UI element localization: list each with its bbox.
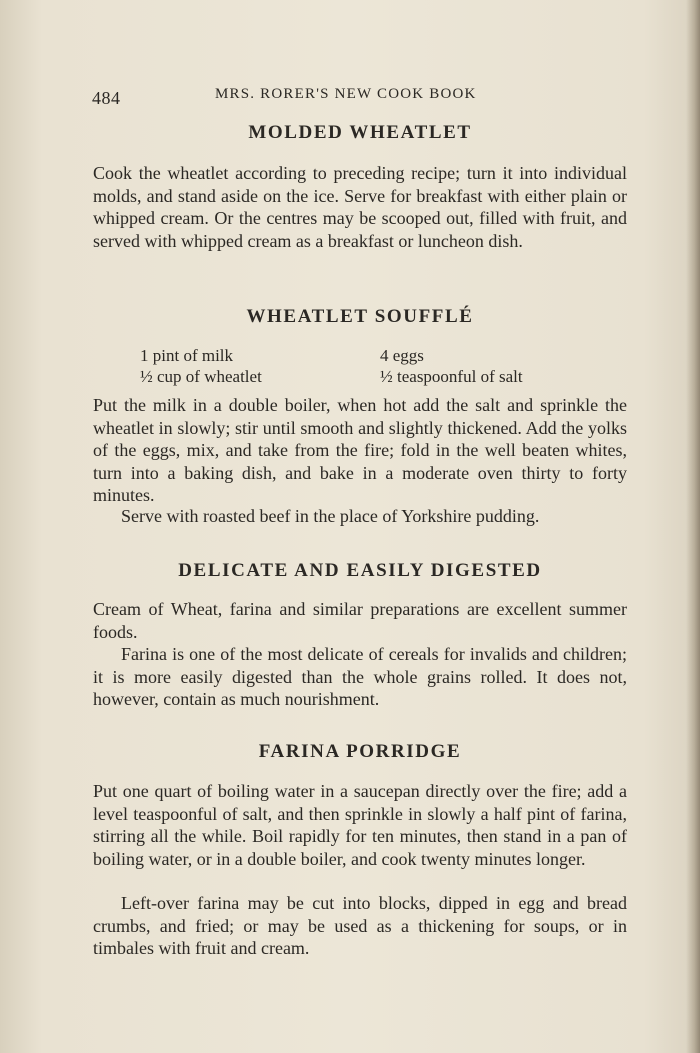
paragraph-cream-of-wheat: Cream of Wheat, farina and similar preparations are excellent summer foods. [93, 599, 627, 642]
ingredient-column-right [380, 345, 523, 387]
running-head: MRS. RORER'S NEW COOK BOOK [215, 86, 477, 102]
ingredient-item: 1 pint of milk [140, 346, 234, 365]
page-number: 484 [92, 88, 121, 108]
section-title-delicate-digested: DELICATE AND EASILY DIGESTED [178, 560, 542, 581]
paragraph-souffle-serve: Serve with roasted beef in the place of Yorkshire pudding. [121, 506, 540, 526]
paragraph-left-over-farina: Left-over farina may be cut into blocks, dipped in egg and bread crumbs, and fried; or may be used as a thickening for soups, or in timbales with fruit and cream. [93, 893, 627, 958]
paragraph-farina-delicate: Farina is one of the most delicate of cereals for invalids and children; it is more easily digested than the whole grains rolled. It does not, however, contain as much nourishment. [93, 644, 627, 709]
ingredient-column-left [140, 345, 262, 387]
section-title-farina-porridge: FARINA PORRIDGE [258, 741, 462, 762]
paragraph-molded-wheatlet: Cook the wheatlet according to preceding recipe; turn it into individual molds, and stand aside on the ice. Serve for breakfast with either plain or whipped cream. Or the centres may be scooped out, filled with fruit, and served with whipped cream as a breakfast or luncheon dish. [93, 163, 627, 251]
paragraph-farina-porridge: Put one quart of boiling water in a saucepan directly over the fire; add a level teaspoonful of salt, and then sprinkle in slowly a half pint of farina, stirring all the while. Boil rapidly for ten minutes, then stand in a pan of boiling water, or in a double boiler, and cook twenty minutes longer. [93, 781, 627, 869]
page-header [92, 86, 502, 110]
section-title-molded-wheatlet: MOLDED WHEATLET [248, 122, 472, 143]
section-title-wheatlet-souffle: WHEATLET SOUFFLÉ [246, 306, 474, 327]
page-edge-shadow [686, 0, 700, 1053]
ingredient-item: 4 eggs [380, 346, 424, 365]
ingredient-item: ½ cup of wheatlet [140, 367, 262, 386]
ingredient-item: ½ teaspoonful of salt [380, 367, 523, 386]
paragraph-souffle-method: Put the milk in a double boiler, when hot add the salt and sprinkle the wheatlet in slowly; stir until smooth and slightly thickened. Add the yolks of the eggs, mix, and take from the fire; fold in the well beaten whites, turn into a baking dish, and bake in a moderate oven thirty to forty minutes. [93, 395, 627, 505]
